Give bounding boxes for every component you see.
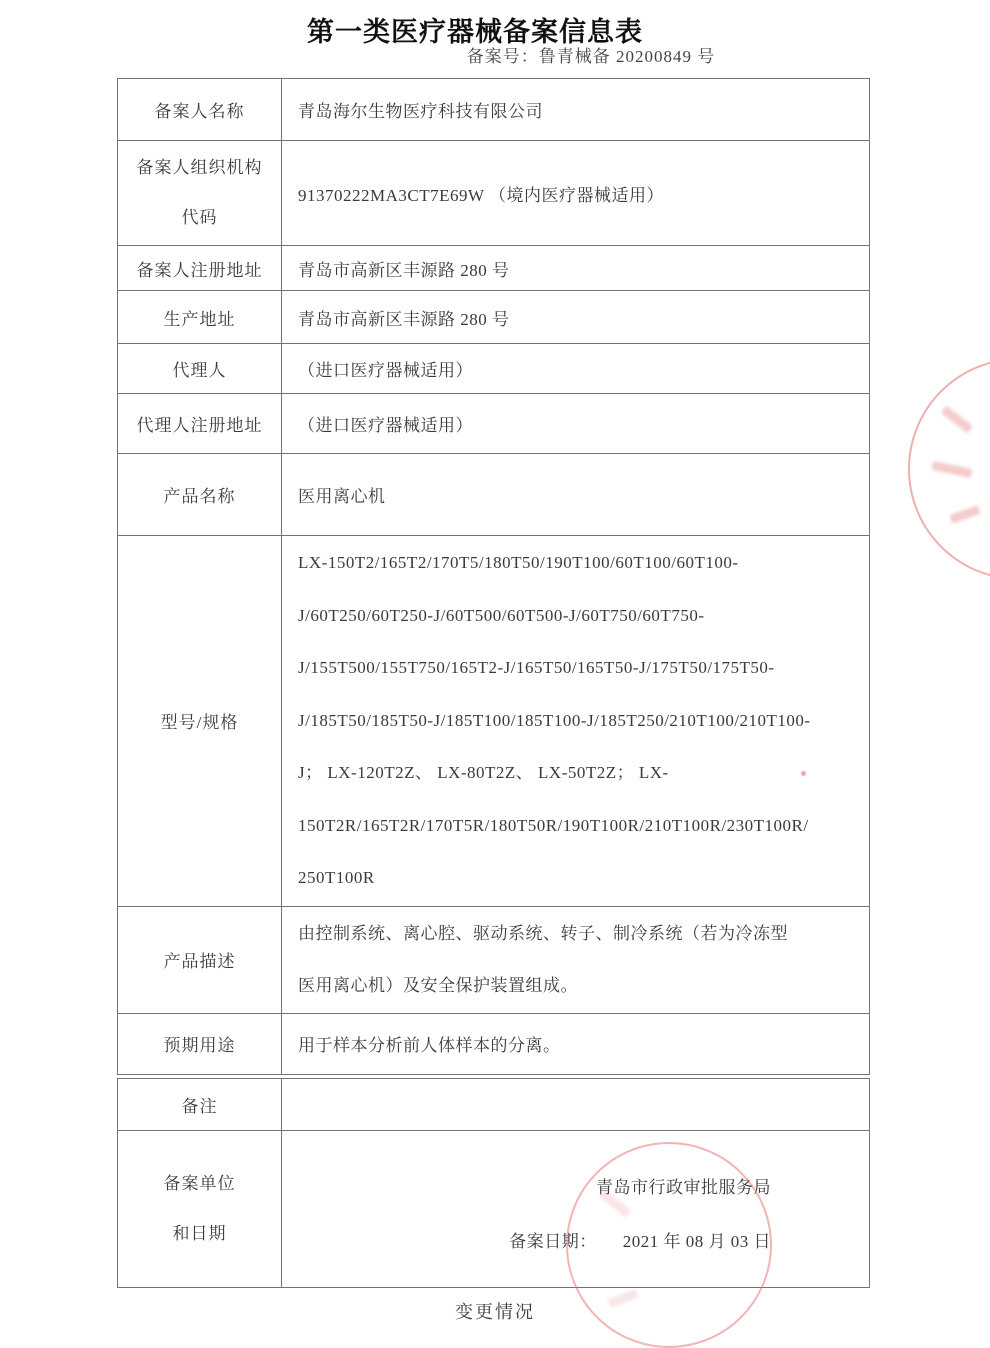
seal-ink-smudge: [932, 461, 973, 478]
row-label: 备案人名称: [118, 79, 282, 141]
row-label: 产品描述: [118, 906, 282, 1013]
row-value: [282, 1079, 870, 1131]
row-value: 用于样本分析前人体样本的分离。: [282, 1013, 870, 1074]
row-label: 代理人: [118, 344, 282, 394]
model-line: J/60T250/60T250-J/60T500/60T500-J/60T750/60T750-: [298, 605, 705, 625]
page-title: 第一类医疗器械备案信息表: [307, 17, 643, 47]
description-line: 由控制系统、离心腔、驱动系统、转子、制冷系统（若为冷冻型: [298, 923, 788, 943]
row-label: 预期用途: [118, 1013, 282, 1074]
row-value: [282, 906, 870, 1013]
label-line: 备案单位: [163, 1174, 236, 1193]
red-stamp-seal-right: [908, 358, 990, 580]
row-label: [118, 1131, 282, 1288]
row-label: 备注: [118, 1079, 282, 1131]
filing-info-table: [117, 78, 870, 1075]
filing-date-line: [298, 1227, 869, 1257]
seal-ink-smudge: [941, 405, 973, 433]
table-row-intended-use: [118, 1013, 870, 1074]
label-line: 和日期: [172, 1224, 227, 1243]
row-value: （进口医疗器械适用）: [282, 344, 870, 394]
red-ink-speck: [801, 771, 806, 776]
row-value: 医用离心机: [282, 454, 870, 536]
table-row-production-address: [118, 291, 870, 344]
row-label: 备案人注册地址: [118, 246, 282, 291]
row-value: 青岛市高新区丰源路 280 号: [282, 291, 870, 344]
filing-date-label: 备案日期：: [509, 1232, 597, 1251]
row-label: 产品名称: [118, 454, 282, 536]
row-label: [118, 141, 282, 246]
row-value: [282, 1131, 870, 1288]
seal-ink-smudge: [949, 505, 980, 524]
model-line: 250T100R: [298, 868, 375, 887]
model-line: J/185T50/185T50-J/185T100/185T100-J/185T250/210T100/210T100-: [298, 710, 811, 730]
table-row-model-spec: [118, 536, 870, 907]
table-row-filer-address: [118, 246, 870, 291]
filing-unit-name: 青岛市行政审批服务局: [596, 1178, 771, 1197]
table-row-filing-unit-date: [118, 1131, 870, 1288]
row-label: 型号/规格: [118, 536, 282, 907]
model-line: J/155T500/155T750/165T2-J/165T50/165T50-J/175T50/175T50-: [298, 658, 775, 677]
filing-number: 备案号：鲁青械备 20200849 号: [466, 47, 716, 66]
label-line: 代码: [181, 208, 218, 227]
description-line: 医用离心机）及安全保护装置组成。: [298, 975, 578, 995]
row-value: 91370222MA3CT7E69W （境内医疗器械适用）: [282, 141, 870, 246]
change-status-label: 变更情况: [455, 1302, 535, 1322]
table-row-filer-name: [118, 79, 870, 141]
model-line: J； LX-120T2Z、 LX-80T2Z、 LX-50T2Z； LX-: [298, 763, 669, 782]
row-value: 青岛市高新区丰源路 280 号: [282, 246, 870, 291]
filing-date-value: 2021 年 08 月 03 日: [622, 1232, 771, 1251]
label-line: 备案人组织机构: [136, 158, 263, 177]
row-label: 生产地址: [118, 291, 282, 344]
row-value: [282, 536, 870, 907]
filing-footer-table: [117, 1078, 870, 1288]
row-value: （进口医疗器械适用）: [282, 394, 870, 454]
table-row-agent: [118, 344, 870, 394]
table-row-agent-address: [118, 394, 870, 454]
model-line: LX-150T2/165T2/170T5/180T50/190T100/60T100/60T100-: [298, 553, 739, 572]
model-line: 150T2R/165T2R/170T5R/180T50R/190T100R/210T100R/230T100R/: [298, 815, 809, 835]
row-value: 青岛海尔生物医疗科技有限公司: [282, 79, 870, 141]
table-row-product-description: [118, 906, 870, 1013]
table-row-product-name: [118, 454, 870, 536]
table-row-remark: [118, 1079, 870, 1131]
table-row-org-code: [118, 141, 870, 246]
row-label: 代理人注册地址: [118, 394, 282, 454]
